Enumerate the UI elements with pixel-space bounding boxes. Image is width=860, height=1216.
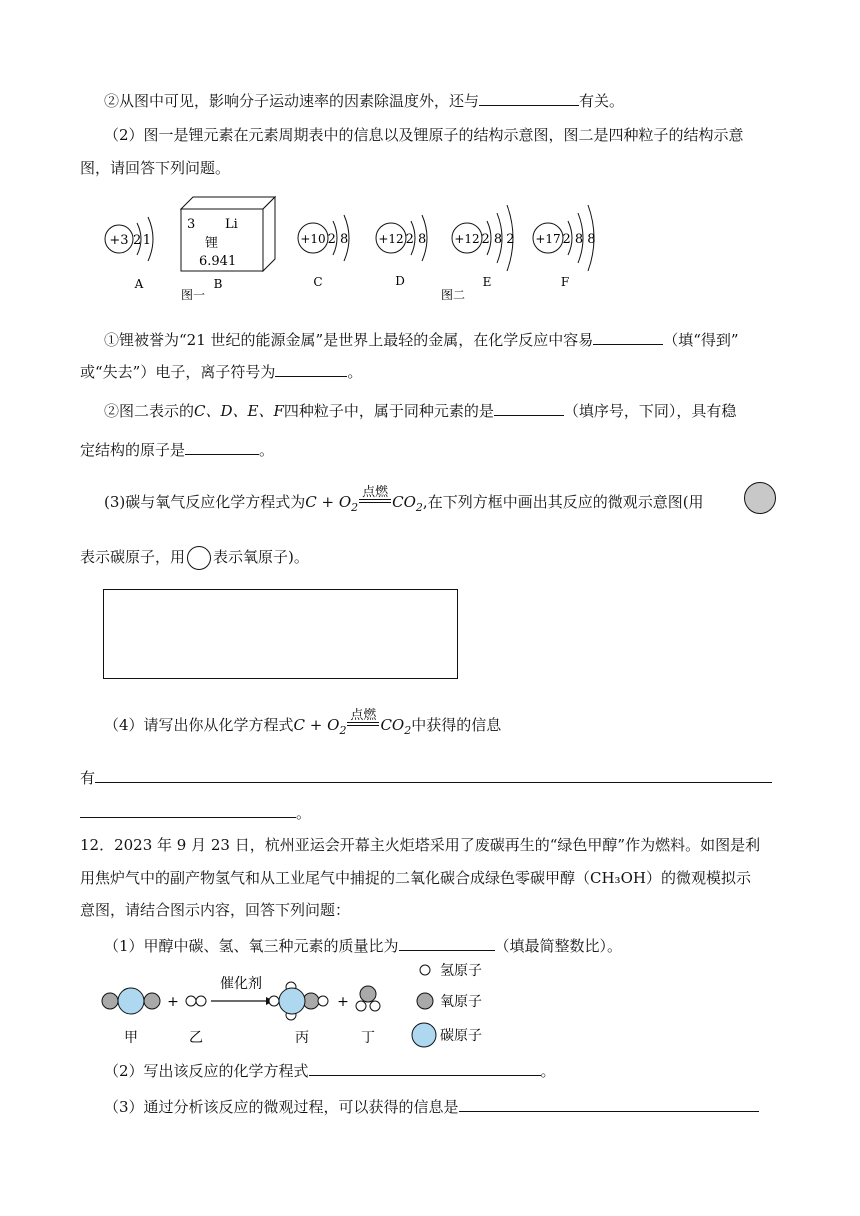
- svg-text:2 1: 2 1: [133, 233, 151, 248]
- svg-text:A: A: [134, 277, 144, 291]
- answer-blank[interactable]: [275, 359, 347, 377]
- q1-2-suffix: 有关。: [579, 92, 625, 110]
- q2-2-mid: 四种粒子中，属于同种元素的是: [283, 402, 494, 420]
- equation-left: C + O: [305, 493, 352, 511]
- svg-text:2 8 2: 2 8 2: [481, 232, 515, 247]
- product-water-molecule: [356, 986, 380, 1011]
- q2-intro-line2: 图，请回答下列问题。: [80, 159, 231, 177]
- equation-condition: 点燃: [346, 722, 380, 730]
- q3-text2: 表示碳原子，用: [80, 548, 186, 566]
- answer-blank[interactable]: [185, 437, 259, 455]
- catalyst-label: 催化剂: [220, 976, 262, 992]
- svg-text:碳原子: 碳原子: [440, 1028, 482, 1044]
- oxygen-atom-icon: [187, 546, 211, 570]
- reactant-h2-molecule: [186, 996, 206, 1006]
- plus-sign-2: +: [337, 994, 349, 1010]
- caption-fig2: 图二: [441, 288, 466, 300]
- answer-blank[interactable]: [593, 327, 663, 345]
- svg-text:E: E: [482, 275, 492, 289]
- q12-1-line: [104, 933, 622, 957]
- q12-2-line: [104, 1058, 556, 1082]
- plus-sign: +: [167, 994, 179, 1010]
- q2-2-text: ②图二表示的: [104, 402, 195, 420]
- svg-text:锂: 锂: [205, 236, 219, 251]
- q1-2-line: [104, 88, 624, 112]
- period: 。: [540, 1062, 556, 1080]
- q3-mid: ,在下列方框中画出其反应的微观示意图(用: [422, 493, 704, 511]
- label-yi: 乙: [189, 1030, 203, 1046]
- q2-1-text2: 或“失去”）电子，离子符号为: [80, 363, 276, 381]
- answer-blank[interactable]: [399, 933, 495, 951]
- atom-f-diagram: [533, 205, 596, 289]
- methanol-reaction-diagram: [98, 956, 508, 1050]
- svg-text:氢原子: 氢原子: [440, 963, 482, 979]
- equation-right: CO: [380, 716, 405, 734]
- label-bing: 丙: [295, 1030, 309, 1046]
- svg-text:+10: +10: [300, 232, 326, 246]
- svg-text:+3: +3: [109, 233, 129, 248]
- drawing-answer-box[interactable]: [103, 589, 458, 679]
- svg-text:Li: Li: [225, 217, 238, 232]
- carbon-atom-icon: [744, 482, 776, 514]
- q12-line2: 用焦炉气中的副产物氢气和从工业尾气中捕捉的二氧化碳合成绿色零碳甲醇（CH₃OH）的微观模拟示: [80, 869, 751, 887]
- svg-text:+12: +12: [454, 232, 480, 246]
- answer-blank[interactable]: [494, 398, 564, 416]
- svg-text:2 8: 2 8: [327, 232, 349, 247]
- particle-letters: C、D、E、F: [194, 402, 284, 420]
- atom-c-diagram: [298, 215, 349, 289]
- period: 。: [296, 804, 312, 822]
- svg-text:+12: +12: [378, 232, 404, 246]
- q12-3-text: （3）通过分析该反应的微观过程，可以获得的信息是: [104, 1098, 459, 1116]
- atom-structure-figure: [95, 195, 615, 300]
- equation-condition: 点燃: [358, 499, 392, 507]
- answer-blank[interactable]: [80, 800, 296, 818]
- answer-blank[interactable]: [459, 1094, 759, 1112]
- period: 。: [259, 441, 275, 459]
- svg-text:3: 3: [187, 217, 196, 232]
- q1-2-text: ②从图中可见，影响分子运动速率的因素除温度外，还与: [104, 92, 480, 110]
- q12-line1: 12．2023 年 9 月 23 日，杭州亚运会开幕主火炬塔采用了废碳再生的“绿色甲醇”作为燃料。如图是利: [80, 836, 761, 854]
- q12-3-line: [104, 1094, 759, 1118]
- q2-2-text2: 定结构的原子是: [80, 441, 186, 459]
- svg-text:C: C: [313, 275, 323, 289]
- equation-left: C + O: [293, 716, 340, 734]
- q12-line3: 意图，请结合图示内容，回答下列问题：: [80, 901, 351, 919]
- answer-blank[interactable]: [309, 1058, 541, 1076]
- svg-text:+17: +17: [535, 232, 561, 246]
- q3-line2: [80, 546, 309, 570]
- q4-line2: [80, 765, 772, 789]
- svg-text:F: F: [560, 275, 570, 289]
- q2-2-hint: （填序号，下同），具有稳: [563, 402, 737, 420]
- product-methanol-molecule: [269, 982, 328, 1020]
- q2-intro-line1: （2）图一是锂元素在元素周期表中的信息以及锂原子的结构示意图，图二是四种粒子的结构示意: [104, 126, 744, 144]
- reactant-co2-molecule: [102, 988, 160, 1014]
- q4-line3: [80, 800, 311, 824]
- svg-text:6.941: 6.941: [199, 254, 237, 269]
- atom-e-diagram: [441, 205, 515, 300]
- caption-fig1: 图一: [181, 288, 206, 300]
- q4-line1: （4）请写出你从化学方程式$C + O_2$ 点燃 $CO_2$中获得的信息: [104, 708, 502, 737]
- q3-text3: 表示氧原子)。: [213, 548, 309, 566]
- atom-a-diagram: [105, 217, 153, 291]
- answer-blank[interactable]: [95, 765, 772, 783]
- atom-legend: [412, 963, 482, 1047]
- svg-text:D: D: [395, 274, 405, 288]
- q2-1-text: ①锂被誉为“21 世纪的能源金属”是世界上最轻的金属，在化学反应中容易: [104, 331, 594, 349]
- svg-text:2 8 8: 2 8 8: [562, 232, 596, 247]
- svg-text:B: B: [213, 277, 223, 291]
- svg-text:2 8: 2 8: [405, 232, 427, 247]
- q12-1-text: （1）甲醇中碳、氢、氧三种元素的质量比为: [104, 937, 399, 955]
- q12-1-hint: （填最简整数比）。: [494, 937, 623, 955]
- periodic-cell-b: [181, 197, 275, 291]
- q2-2-line1: [104, 398, 736, 422]
- q4-suffix: 中获得的信息: [411, 716, 502, 734]
- q4-text2: 有: [80, 769, 96, 787]
- period: 。: [347, 363, 363, 381]
- svg-text:氧原子: 氧原子: [440, 994, 482, 1010]
- q3-line1: (3)碳与氧气反应化学方程式为$C + O_2$ 点燃 $CO_2$,在下列方框中画出其反应的微观示意图(用: [104, 485, 704, 514]
- atom-d-diagram: [376, 215, 427, 288]
- q3-text: (3)碳与氧气反应化学方程式为: [104, 493, 306, 511]
- label-jia: 甲: [124, 1030, 138, 1046]
- q2-1-line1: [104, 327, 739, 351]
- answer-blank[interactable]: [479, 88, 579, 106]
- label-ding: 丁: [361, 1030, 375, 1046]
- q2-1-hint: （填“得到”: [663, 331, 739, 349]
- equation-right: CO: [392, 493, 416, 511]
- q2-2-line2: [80, 437, 274, 461]
- q12-2-text: （2）写出该反应的化学方程式: [104, 1062, 309, 1080]
- q2-1-line2: [80, 359, 362, 383]
- q4-text: （4）请写出你从化学方程式: [104, 716, 294, 734]
